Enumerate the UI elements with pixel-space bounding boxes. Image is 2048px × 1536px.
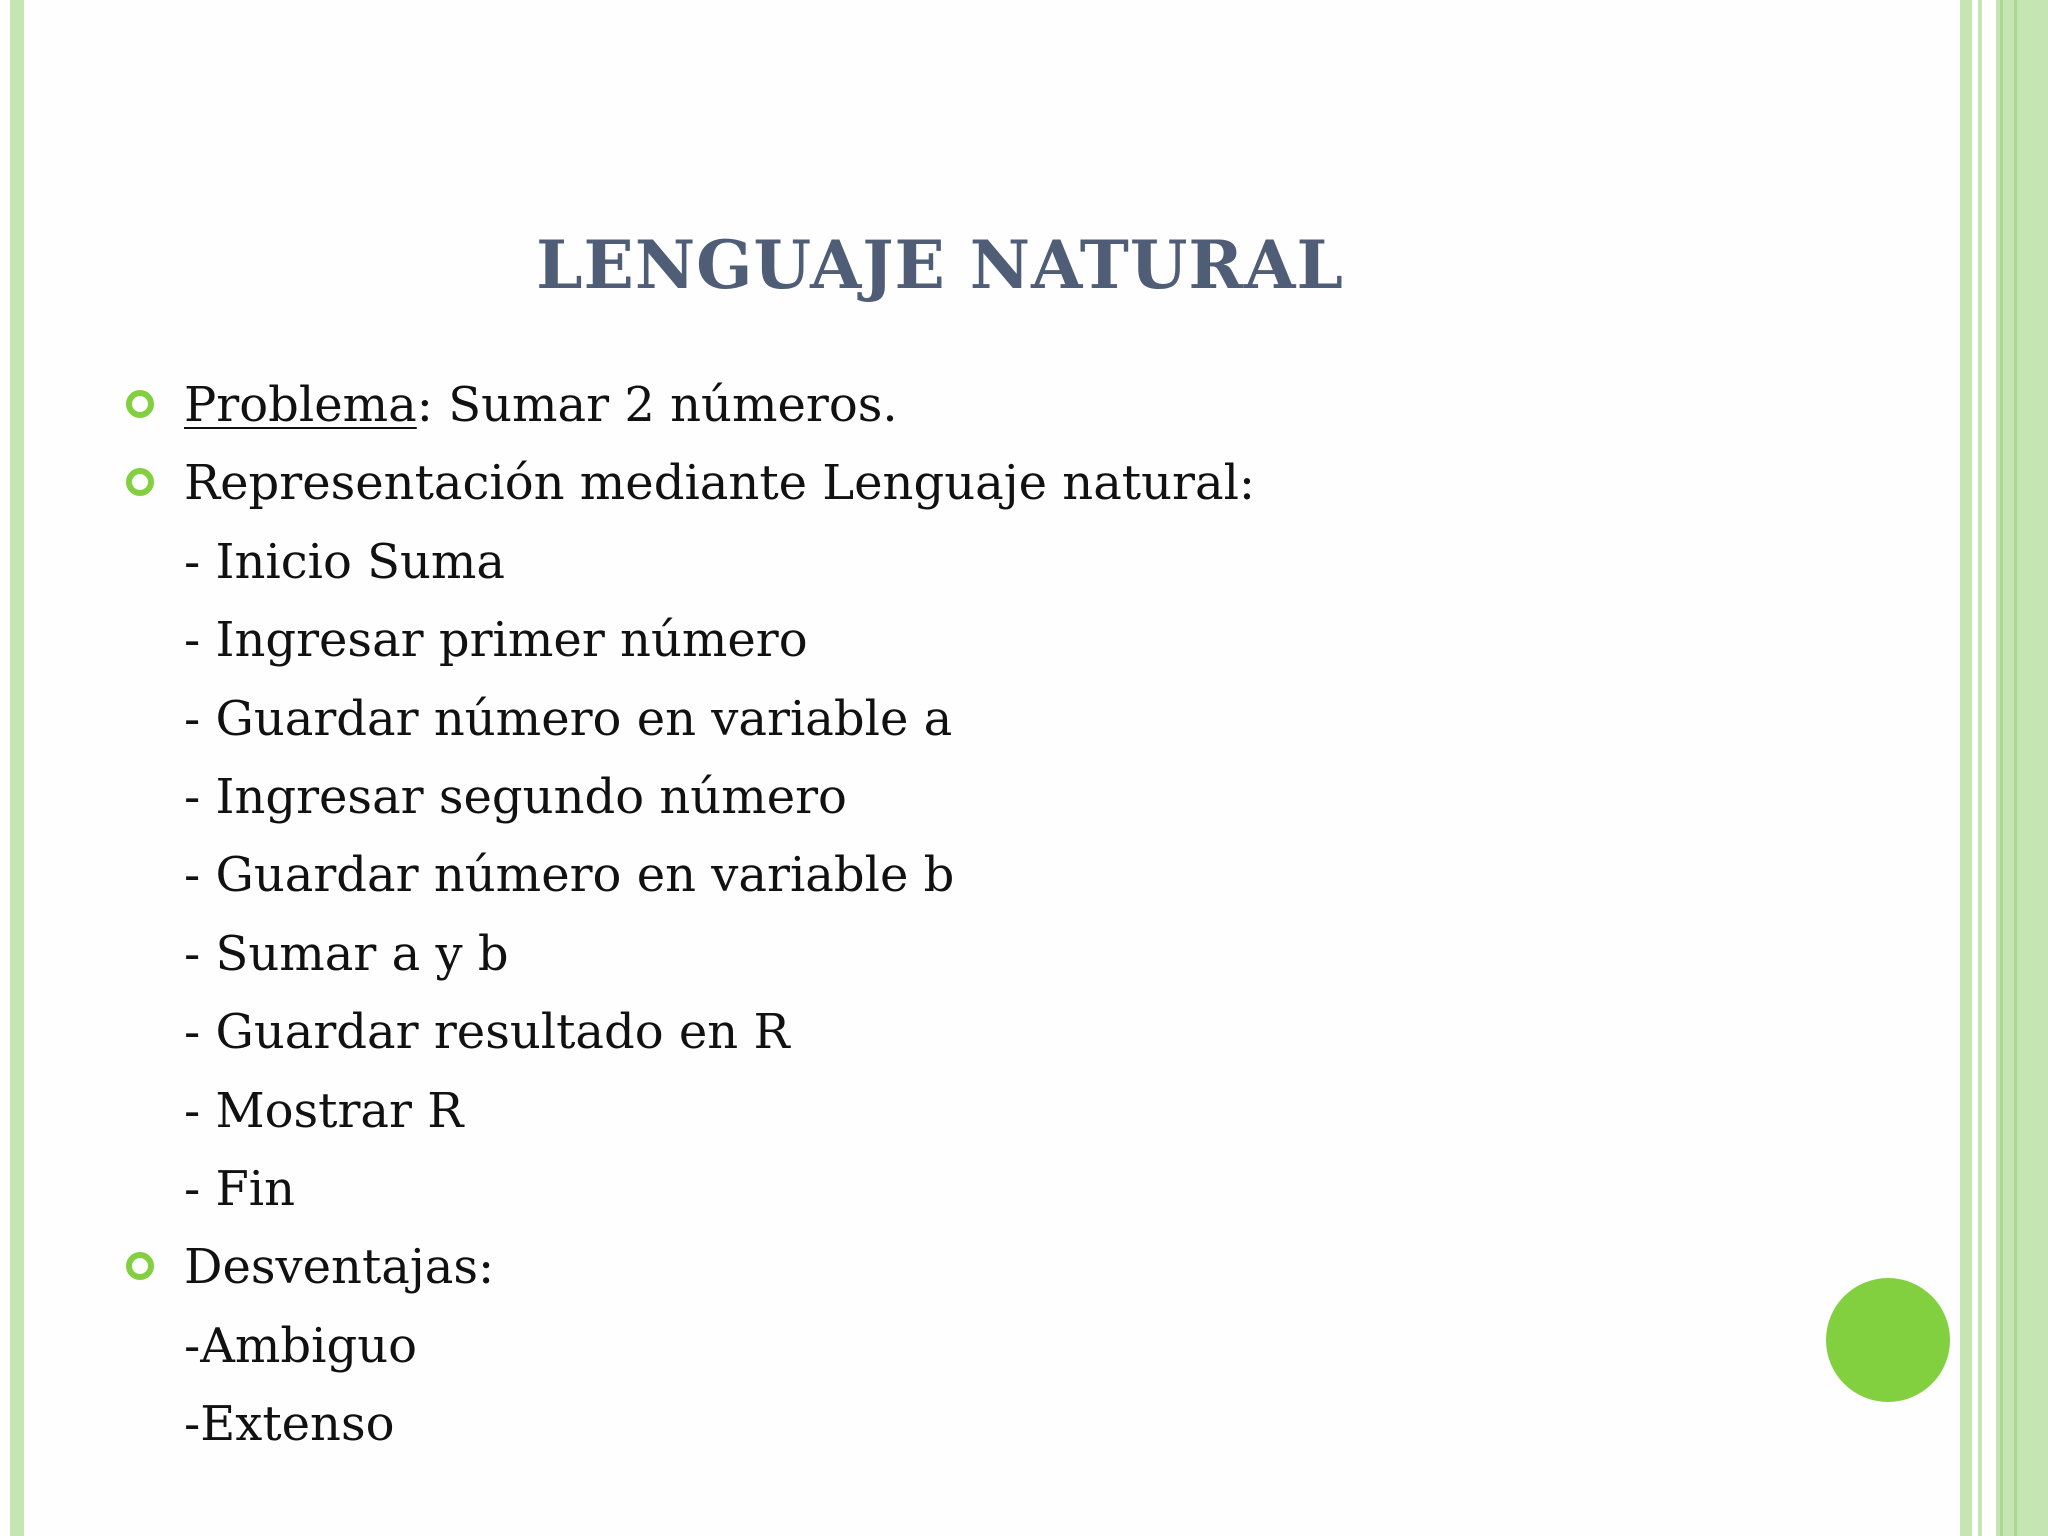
slide-content-list [126,366,1826,1463]
bullet-text: Representación mediante Lenguaje natural: [184,455,1256,512]
sub-item-text: -Extenso [184,1396,395,1453]
sub-item [126,758,1826,836]
sub-item [126,993,1826,1071]
bullet-item-problema [126,366,1826,444]
sub-item-text: - Ingresar segundo número [184,768,847,825]
sub-item-text: - Mostrar R [184,1082,464,1139]
sub-item [126,836,1826,914]
slide-title: LENGUAJE NATURAL [536,226,1344,304]
bullet-item-representacion [126,444,1826,522]
sub-item-text: - Fin [184,1160,296,1217]
bullet-text: Desventajas: [184,1239,495,1296]
sub-item [126,1307,1826,1385]
right-decorative-gap [1982,0,1996,1536]
right-decorative-line [2000,0,2003,1536]
right-decorative-wide-stripe [1996,0,2048,1536]
sub-item-text: - Inicio Suma [184,533,506,590]
green-circle-icon [1826,1278,1950,1402]
bullet-circle-icon [126,1252,154,1280]
sub-item-text: - Guardar resultado en R [184,1004,790,1061]
sub-item [126,915,1826,993]
sub-item [126,1385,1826,1463]
sub-item [126,1072,1826,1150]
sub-item-text: -Ambiguo [184,1317,418,1374]
sub-item [126,523,1826,601]
sub-item-text: - Ingresar primer número [184,612,808,669]
bullet-circle-icon [126,390,154,418]
bullet-item-desventajas [126,1228,1826,1306]
right-decorative-stripe [1960,0,1972,1536]
sub-item [126,1150,1826,1228]
problema-text: : Sumar 2 números. [416,377,898,433]
right-decorative-line [2014,0,2017,1536]
sub-item-text: - Guardar número en variable b [184,847,955,904]
problema-label: Problema [184,377,417,433]
sub-item [126,680,1826,758]
sub-item [126,601,1826,679]
sub-item-text: - Sumar a y b [184,925,509,982]
bullet-circle-icon [126,468,154,496]
sub-item-text: - Guardar número en variable a [184,690,953,747]
